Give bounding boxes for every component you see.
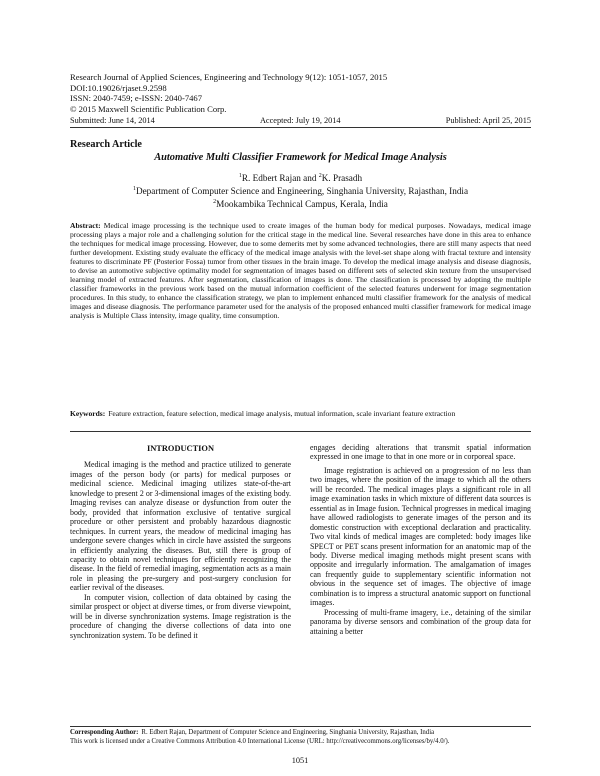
abstract	[70, 221, 531, 321]
journal-issn: ISSN: 2040-7459; e-ISSN: 2040-7467	[70, 93, 203, 104]
page-number: 1051	[291, 756, 309, 765]
article-type: Research Article	[70, 139, 142, 150]
author2-name: K. Prasadh	[321, 173, 363, 184]
footer	[70, 729, 531, 746]
author-block	[70, 171, 531, 210]
author1-name: R. Edbert Rajan and	[241, 173, 319, 184]
journal-citation: Research Journal of Applied Sciences, Engineering and Technology 9(12): 1051-1057, 2015	[70, 72, 388, 82]
published-date: Published: April 25, 2015	[445, 116, 531, 125]
intro-paragraph-5: Processing of multi-frame imagery, i.e., detaining of the similar panorama by diverse sensors and combination of the group data for attaining a better	[310, 607, 531, 636]
journal-copyright: © 2015 Maxwell Scientific Publication Corp.	[70, 103, 227, 114]
abstract-label: Abstract:	[70, 221, 101, 230]
affiliation-1-text: Department of Computer Science and Engineering, Singhania University, Rajasthan, India	[135, 186, 469, 197]
submitted-date: Submitted: June 14, 2014	[70, 116, 155, 125]
left-column	[70, 444, 291, 640]
introduction-heading: INTRODUCTION	[146, 444, 214, 453]
corresponding-author	[70, 729, 531, 737]
right-column	[310, 443, 531, 636]
intro-paragraph-2: In computer vision, collection of data obtained by casing the similar prospect or object at diverse times, or from diverse viewpoint, will be in diverse synchronization systems. Image registration is the procedure of changing the diverse collections of data into one synchronization system. To be defined it	[70, 592, 291, 640]
affiliation-2-text: Mookambika Technical Campus, Kerala, India	[216, 199, 388, 210]
accepted-date: Accepted: July 19, 2014	[259, 116, 341, 125]
keywords-label: Keywords:	[70, 409, 106, 418]
author-line	[70, 171, 531, 184]
license-text: This work is licensed under a Creative Commons Attribution 4.0 International License (URL: http://creativecommons.org/licenses/by/4.0/).	[70, 738, 450, 746]
corresponding-author-label: Corresponding Author:	[70, 729, 139, 736]
affiliation-1-mark: 1	[132, 186, 136, 193]
intro-paragraph-4: Image registration is achieved on a progression of no less than two images, where the position of the image to which all the others will be recorded. The medical images plays a significant role in all image examination tasks in which mixture of different data sources is essential as in Image fusion. Technical progresses in medical imaging have allowed radiologists to generate images of the person and its domestic construction with exceptional declaration and practicality. Two vital kinds of medical images are completed: body images like SPECT or PET scans present information for an anatomic map of the body. Diverse medical imaging methods might present scans with opposite and irregularly information. The amalgamation of images can frequently guide to supplementary scientific information not obvious in the sequence set of images. The objective of image combination is to impress a structural anatomic support on functional images.	[310, 465, 531, 608]
footer-divider	[70, 726, 531, 727]
abstract-text: Medical image processing is the technique used to create images of the human body for medical purposes. Nowadays, medical image processing plays a major role and a challenging solution for the critical stage in the medical line. Several researches have done in this area to enhance the techniques for medical image processing. However, due to some demerits met by some advanced technologies, there are still many aspects that need further development. Existing study evaluate the efficacy of the medical image analysis with the level-set shape along with fractal texture and intensity features to discriminate PF (Posterior Fossa) tumor from other tissues in the brain image. To develop the medical image analysis and disease diagnosis, to devise an automotive subjective optimality model for segmentation of images based on different sets of selected skin texture from the unsupervised learning model of extracted features. After segmentation, classification of images is done. The classification is processed by adopting the multiple classifier frameworks in the previous work based on the mutual information coefficient of the selected features underwent for image segmentation procedures. In this study, to enhance the classification strategy, we plan to implement enhanced multi classifier framework for the analysis of medical images and disease diagnosis. The performance parameter used for the analysis of the proposed enhanced multi classifier framework for medical image analysis is Multiple Class intensity, image quality, time consumption.	[70, 221, 531, 321]
journal-header	[70, 72, 387, 114]
affiliation-2	[70, 197, 531, 210]
dates-line	[70, 116, 531, 125]
header-divider	[70, 127, 531, 128]
corresponding-author-text: R. Edbert Rajan, Department of Computer Science and Engineering, Singhania University, Rajasthan, India	[141, 729, 435, 736]
abstract-divider	[70, 431, 531, 432]
author1-affiliation-mark: 1	[238, 173, 242, 179]
keywords-text: Feature extraction, feature selection, medical image analysis, mutual information, scale invariant feature extraction	[108, 409, 456, 418]
journal-doi: DOI:10.19026/rjaset.9.2598	[70, 82, 167, 93]
keywords	[70, 409, 531, 418]
author2-affiliation-mark: 2	[318, 173, 322, 179]
paper-title: Automative Multi Classifier Framework for Medical Image Analysis	[154, 152, 447, 163]
affiliation-2-mark: 2	[213, 199, 217, 206]
intro-paragraph-1: Medical imaging is the method and practice utilized to generate images of the person body (or parts) for medical purposes or medicinal science. Medicinal imaging utilizes state-of-the-art knowledge to present 2 or 3-dimensional images of the existing body. Imaging revises can analyze disease or dysfunction from outer the body, provided that information exclusive of tentative surgical procedure or other persistent and probably hazardous diagnostic techniques. In current years, the meadow of medicinal imaging has undergone severe changes which in circle have assisted the surgeons in efficiently analyzing the diseases. But, still there is group of capacity to obtain novel techniques for efficiently recognizing the disease. In the field of remedial imaging, segmentation acts as a main role in pleasing the pre-surgery and post-surgery conclusion for earlier revival of the diseases.	[70, 460, 291, 593]
intro-paragraph-3: engages deciding alterations that transmit spatial information expressed in one image to that in one more or in corporeal space.	[310, 443, 531, 462]
affiliation-1	[70, 184, 531, 197]
